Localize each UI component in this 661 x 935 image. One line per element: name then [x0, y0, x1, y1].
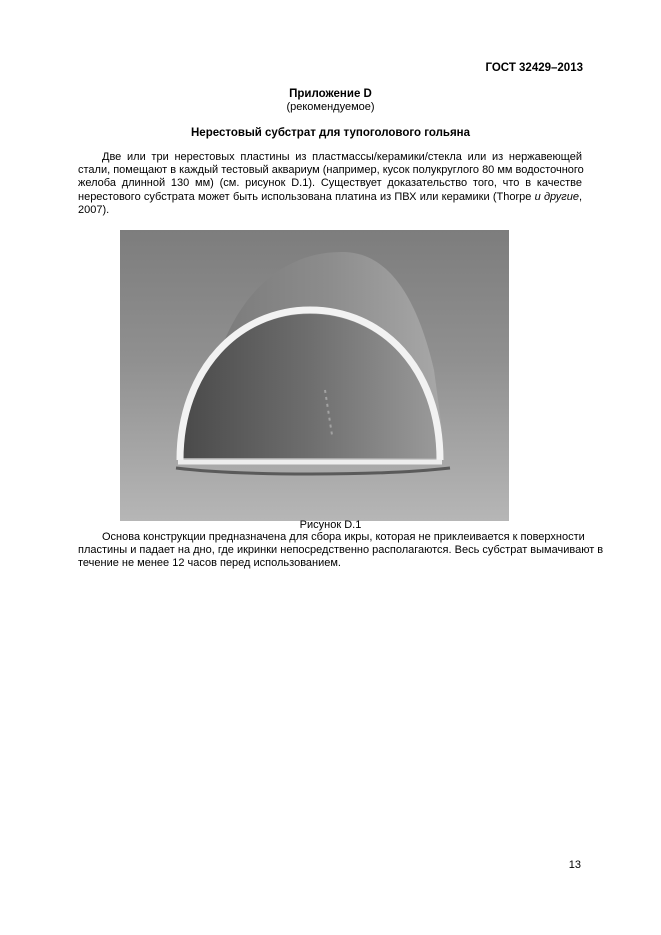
paragraph-1-line-5: 2007).: [78, 203, 110, 216]
paragraph-1-line-4: нерестового субстрата может быть использована платина из ПВХ или керамики (Thorpe и другие,: [78, 190, 582, 203]
paragraph-1: [78, 151, 582, 217]
paragraph-1-line-3: желоба длинной 130 мм) (см. рисунок D.1). Существует доказательство того, что в качестве: [78, 177, 582, 190]
paragraph-2-line-1: Основа конструкции предназначена для сбора икры, которая не приклеивается к поверхности: [102, 531, 585, 543]
paragraph-2: [78, 531, 604, 571]
page-number: 13: [568, 859, 581, 871]
appendix-subtitle: (рекомендуемое): [286, 101, 375, 113]
paragraph-1-line-2: стали, помещают в каждый тестовый аквариум (например, кусок полукруглого 80 мм водосточного: [78, 164, 584, 177]
paragraph-1-line-1: Две или три нерестовых пластины из пластмассы/керамики/стекла или из нержавеющей: [102, 151, 582, 163]
paragraph-2-line-3: течение не менее 12 часов перед использованием.: [78, 557, 341, 570]
italic-et-al: и другие: [534, 190, 579, 203]
appendix-title: Приложение D: [289, 88, 372, 100]
section-title: Нерестовый субстрат для тупоголового гольяна: [191, 127, 470, 139]
figure-d1-photo: [120, 230, 509, 521]
figure-caption: Рисунок D.1: [299, 519, 362, 531]
paragraph-2-line-2: пластины и падает на дно, где икринки непосредственно располагаются. Весь субстрат вымачивают в: [78, 544, 604, 557]
standard-number: ГОСТ 32429–2013: [485, 62, 583, 74]
